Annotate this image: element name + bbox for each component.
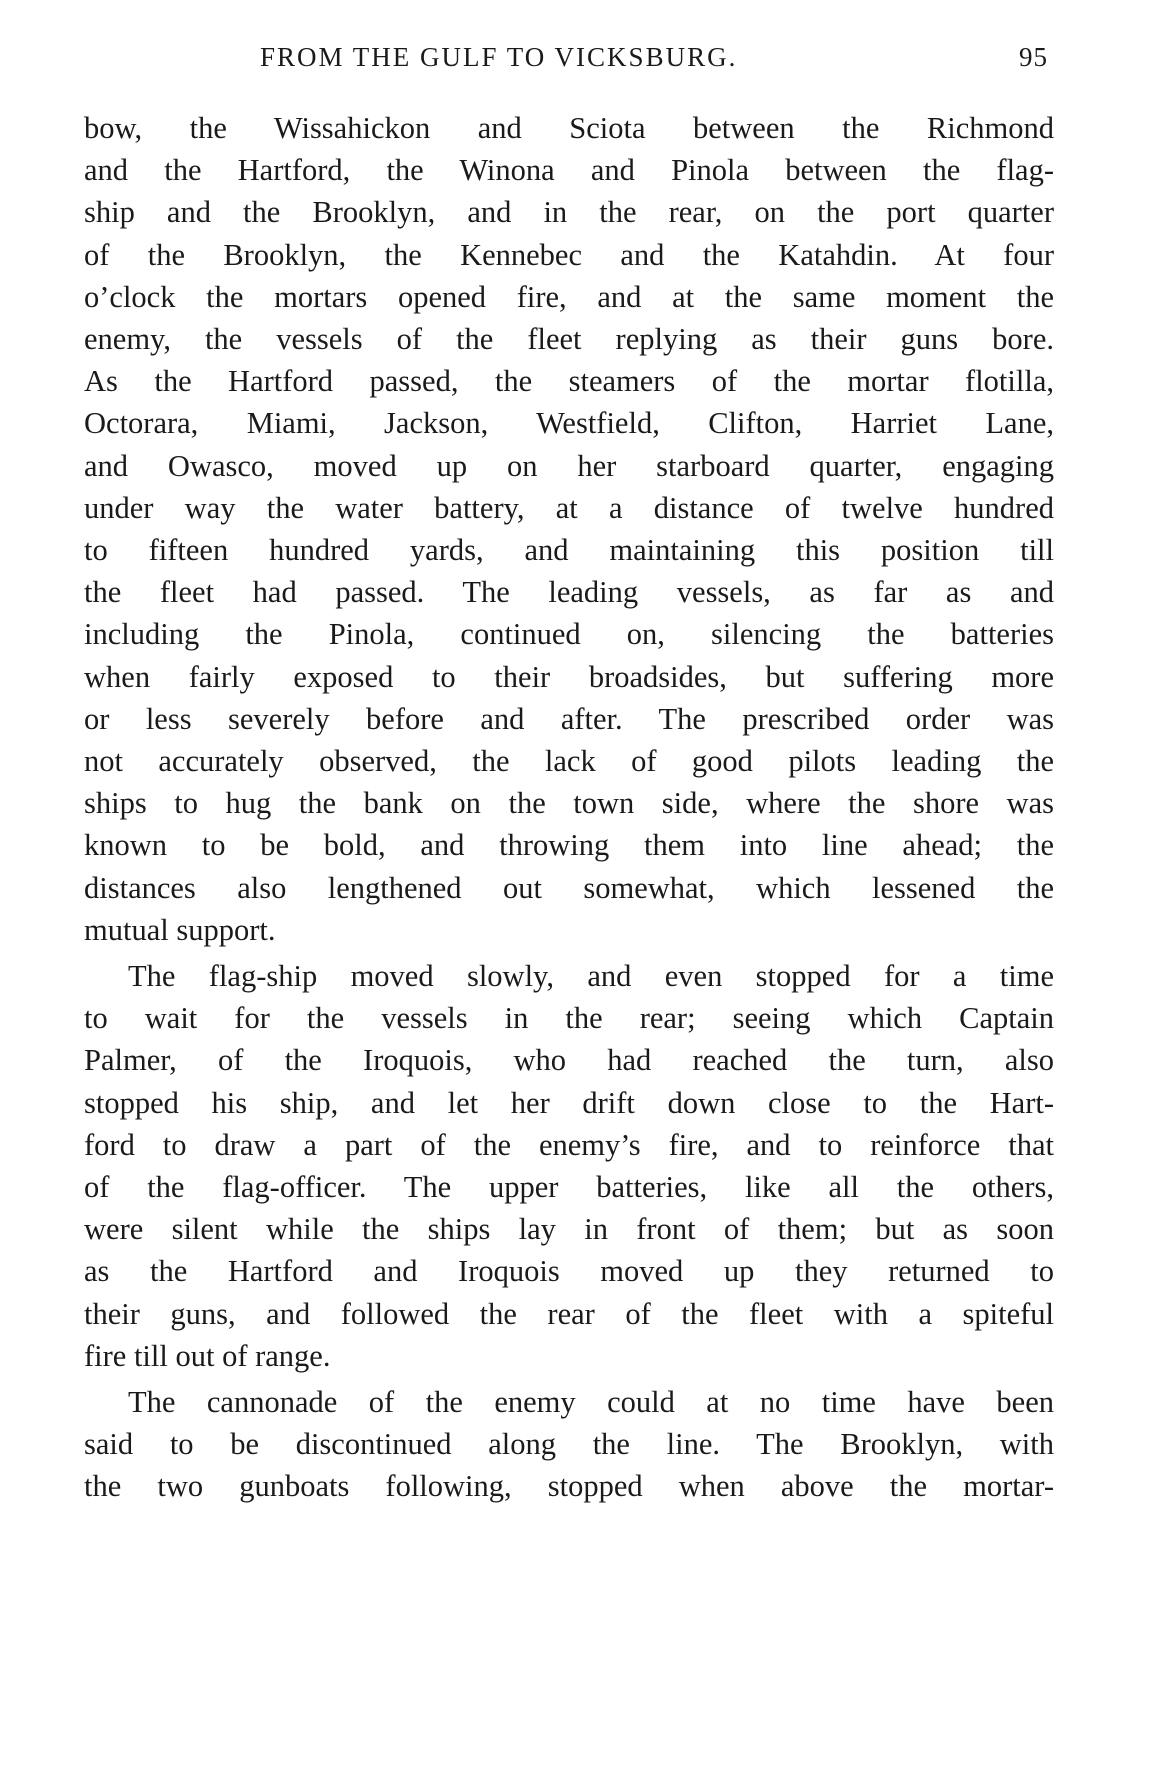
text-line: o’clock the mortars opened fire, and at the same moment the xyxy=(84,280,1054,314)
text-line: fire till out of range. xyxy=(84,1339,331,1373)
text-line: bow, the Wissahickon and Sciota between the Richmond xyxy=(84,111,1054,145)
running-head xyxy=(84,42,1054,82)
text-line: under way the water battery, at a distance of twelve hundred xyxy=(84,491,1054,525)
text-line: or less severely before and after. The prescribed order was xyxy=(84,702,1054,736)
text-line: their guns, and followed the rear of the fleet with a spiteful xyxy=(84,1297,1054,1331)
text-line: enemy, the vessels of the fleet replying as their guns bore. xyxy=(84,322,1054,356)
text-line: not accurately observed, the lack of good pilots leading the xyxy=(84,744,1054,778)
page-number: 95 xyxy=(1019,42,1048,72)
text-line: to fifteen hundred yards, and maintaining this position till xyxy=(84,533,1054,567)
text-line: to wait for the vessels in the rear; seeing which Captain xyxy=(84,1001,1054,1035)
text-line: Palmer, of the Iroquois, who had reached the turn, also xyxy=(84,1043,1054,1077)
text-line: The flag-ship moved slowly, and even stopped for a time xyxy=(128,959,1054,993)
text-line: said to be discontinued along the line. The Brooklyn, with xyxy=(84,1427,1054,1461)
text-line: Octorara, Miami, Jackson, Westfield, Clifton, Harriet Lane, xyxy=(84,406,1054,440)
text-line: ship and the Brooklyn, and in the rear, on the port quarter xyxy=(84,195,1054,229)
text-line: ford to draw a part of the enemy’s fire, and to reinforce that xyxy=(84,1128,1054,1162)
text-line: mutual support. xyxy=(84,913,276,947)
text-line: The cannonade of the enemy could at no time have been xyxy=(128,1385,1054,1419)
text-line: of the flag-officer. The upper batteries, like all the others, xyxy=(84,1170,1054,1204)
text-line: were silent while the ships lay in front of them; but as soon xyxy=(84,1212,1054,1246)
text-line: including the Pinola, continued on, silencing the batteries xyxy=(84,617,1054,651)
text-line: as the Hartford and Iroquois moved up they returned to xyxy=(84,1254,1054,1288)
running-title: FROM THE GULF TO VICKSBURG. xyxy=(260,42,738,72)
text-line: As the Hartford passed, the steamers of the mortar flotilla, xyxy=(84,364,1054,398)
text-line: ships to hug the bank on the town side, where the shore was xyxy=(84,786,1054,820)
text-line: of the Brooklyn, the Kennebec and the Katahdin. At four xyxy=(84,238,1054,272)
text-line: the two gunboats following, stopped when above the mortar- xyxy=(84,1469,1054,1503)
text-line: the fleet had passed. The leading vessels, as far as and xyxy=(84,575,1054,609)
text-line: stopped his ship, and let her drift down close to the Hart- xyxy=(84,1086,1054,1120)
text-line: known to be bold, and throwing them into line ahead; the xyxy=(84,828,1054,862)
text-line: and the Hartford, the Winona and Pinola between the flag- xyxy=(84,153,1054,187)
text-line: distances also lengthened out somewhat, which lessened the xyxy=(84,871,1054,905)
text-line: when fairly exposed to their broadsides, but suffering more xyxy=(84,660,1054,694)
text-line: and Owasco, moved up on her starboard quarter, engaging xyxy=(84,449,1054,483)
